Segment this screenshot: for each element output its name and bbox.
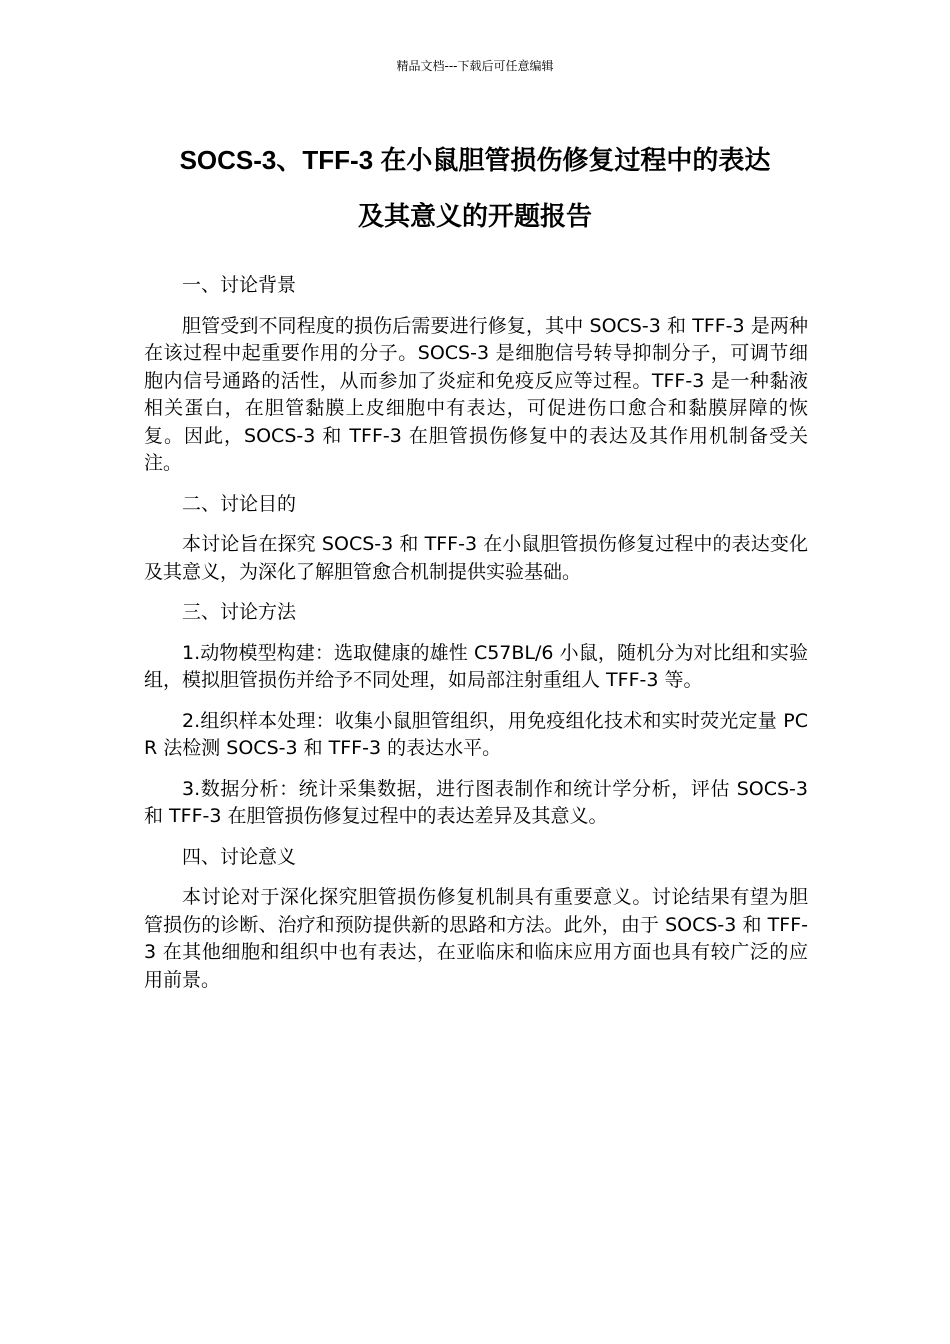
methods-item-2: 2.组织样本处理：收集小鼠胆管组织，用免疫组化技术和实时荧光定量 PCR 法检测 SOCS-3 和 TFF-3 的表达水平。 [144,709,808,759]
title-line-2: 及其意义的开题报告 [357,201,592,231]
methods-item-1: 1.动物模型构建：选取健康的雄性 C57BL/6 小鼠，随机分为对比组和实验组，模拟胆管损伤并给予不同处理，如局部注射重组人 TFF-3 等。 [144,641,808,691]
title-line-1: SOCS-3、TFF-3 在小鼠胆管损伤修复过程中的表达 [179,145,771,175]
section-heading-background: 一、讨论背景 [182,274,297,296]
significance-paragraph: 本讨论对于深化探究胆管损伤修复机制具有重要意义。讨论结果有望为胆管损伤的诊断、治疗和预防提供新的思路和方法。此外，由于 SOCS-3 和 TFF-3 在其他细胞和组织中也有表达，在亚临床和临床应用方面也具有较广泛的应用前景。 [144,886,808,991]
document-body [144,272,808,1007]
methods-item-3: 3.数据分析：统计采集数据，进行图表制作和统计学分析，评估 SOCS-3 和 TFF-3 在胆管损伤修复过程中的表达差异及其意义。 [144,777,808,827]
section-heading-methods: 三、讨论方法 [182,601,297,623]
section-heading-significance: 四、讨论意义 [182,845,297,868]
purpose-paragraph: 本讨论旨在探究 SOCS-3 和 TFF-3 在小鼠胆管损伤修复过程中的表达变化及其意义，为深化了解胆管愈合机制提供实验基础。 [144,533,808,583]
document-title [100,132,850,244]
header-note: 精品文档---下载后可任意编辑 [396,59,554,73]
background-paragraph: 胆管受到不同程度的损伤后需要进行修复，其中 SOCS-3 和 TFF-3 是两种在该过程中起重要作用的分子。SOCS-3 是细胞信号转导抑制分子，可调节细胞内信号通路的活性，从而参加了炎症和免疫反应等过程。TFF-3 是一种黏液相关蛋白，在胆管黏膜上皮细胞中有表达，可促进伤口愈合和黏膜屏障的恢复。因此，SOCS-3 和 TFF-3 在胆管损伤修复中的表达及其作用机制备受关注。 [144,314,808,474]
section-heading-purpose: 二、讨论目的 [182,492,297,515]
